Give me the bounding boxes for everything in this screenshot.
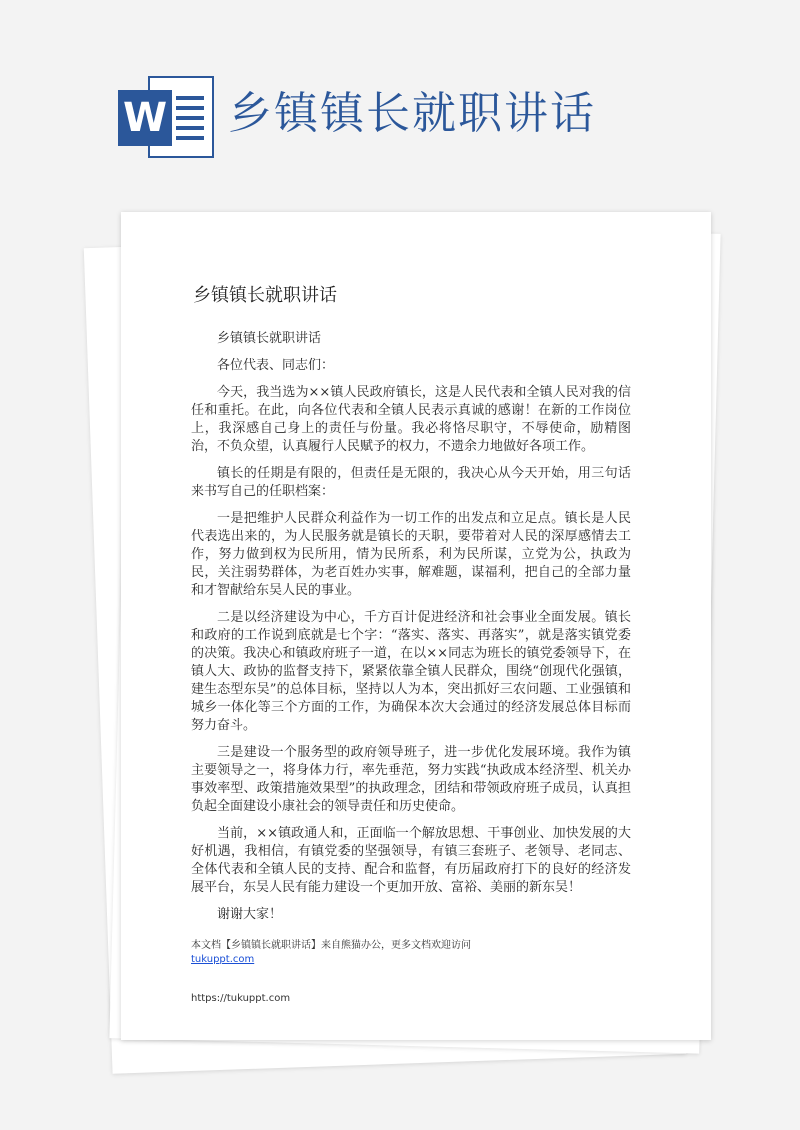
header xyxy=(0,0,800,200)
paragraph: 二是以经济建设为中心，千方百计促进经济和社会事业全面发展。镇长和政府的工作说到底就是七个字：“落实、落实、再落实”，就是落实镇党委的决策。我决心和镇政府班子一道，在以××同志为班长的镇党委领导下，在镇人大、政协的监督支持下，紧紧依靠全镇人民群众，围绕“创现代化强镇，建生态型东吴”的总体目标，坚持以人为本，突出抓好三农问题、工业强镇和城乡一体化等三个方面的工作，为确保本次大会通过的经济发展总体目标而努力奋斗。 xyxy=(191,610,631,733)
paragraph: 三是建设一个服务型的政府领导班子，进一步优化发展环境。我作为镇主要领导之一，将身体力行，率先垂范，努力实践“执政成本经济型、机关办事效率型、政策措施效果型”的执政理念，团结和带领政府班子成员，认真担负起全面建设小康社会的领导责任和历史使命。 xyxy=(191,745,631,814)
word-document-icon xyxy=(118,76,214,158)
text-line-icon xyxy=(176,136,204,140)
paragraph: 今天，我当选为××镇人民政府镇长，这是人民代表和全镇人民对我的信任和重托。在此，向各位代表和全镇人民表示真诚的感谢！在新的工作岗位上，我深感自己身上的责任与份量。我必将恪尽职守，不辱使命，励精图治，不负众望，认真履行人民赋予的权力，不遗余力地做好各项工作。 xyxy=(191,385,631,454)
paragraph: 镇长的任期是有限的，但责任是无限的，我决心从今天开始，用三句话来书写自己的任职档案： xyxy=(191,466,631,499)
source-link[interactable]: tukuppt.com xyxy=(191,954,255,965)
paragraph: 谢谢大家！ xyxy=(217,907,283,922)
paragraph: 各位代表、同志们： xyxy=(217,358,335,373)
document-body xyxy=(191,330,631,933)
paragraph: 当前，××镇政通人和，正面临一个解放思想、干事创业、加快发展的大好机遇，我相信，有镇党委的坚强领导，有镇三套班子、老领导、老同志、全体代表和全镇人民的支持、配合和监督，有历届政府打下的良好的经济发展平台，东吴人民有能力建设一个更加开放、富裕、美丽的新东吴！ xyxy=(191,826,631,895)
header-title: 乡镇镇长就职讲话 xyxy=(228,88,596,139)
paragraph: 乡镇镇长就职讲话 xyxy=(217,331,322,346)
document-page xyxy=(121,212,711,1040)
footer-url[interactable]: https://tukuppt.com xyxy=(191,993,291,1004)
document-title: 乡镇镇长就职讲话 xyxy=(193,285,337,306)
text-line-icon xyxy=(176,126,204,130)
word-logo-letter: W xyxy=(118,90,172,146)
source-note: 本文档【乡镇镇长就职讲话】来自熊猫办公，更多文档欢迎访问 xyxy=(191,940,471,951)
paragraph: 一是把维护人民群众利益作为一切工作的出发点和立足点。镇长是人民代表选出来的，为人民服务就是镇长的天职，要带着对人民的深厚感情去工作，努力做到权为民所用，情为民所系，利为民所谋，立党为公，执政为民，关注弱势群体，为老百姓办实事，解难题，谋福利，把自己的全部力量和才智献给东吴人民的事业。 xyxy=(191,511,631,598)
text-line-icon xyxy=(176,116,204,120)
text-line-icon xyxy=(176,106,204,110)
text-line-icon xyxy=(176,96,204,100)
